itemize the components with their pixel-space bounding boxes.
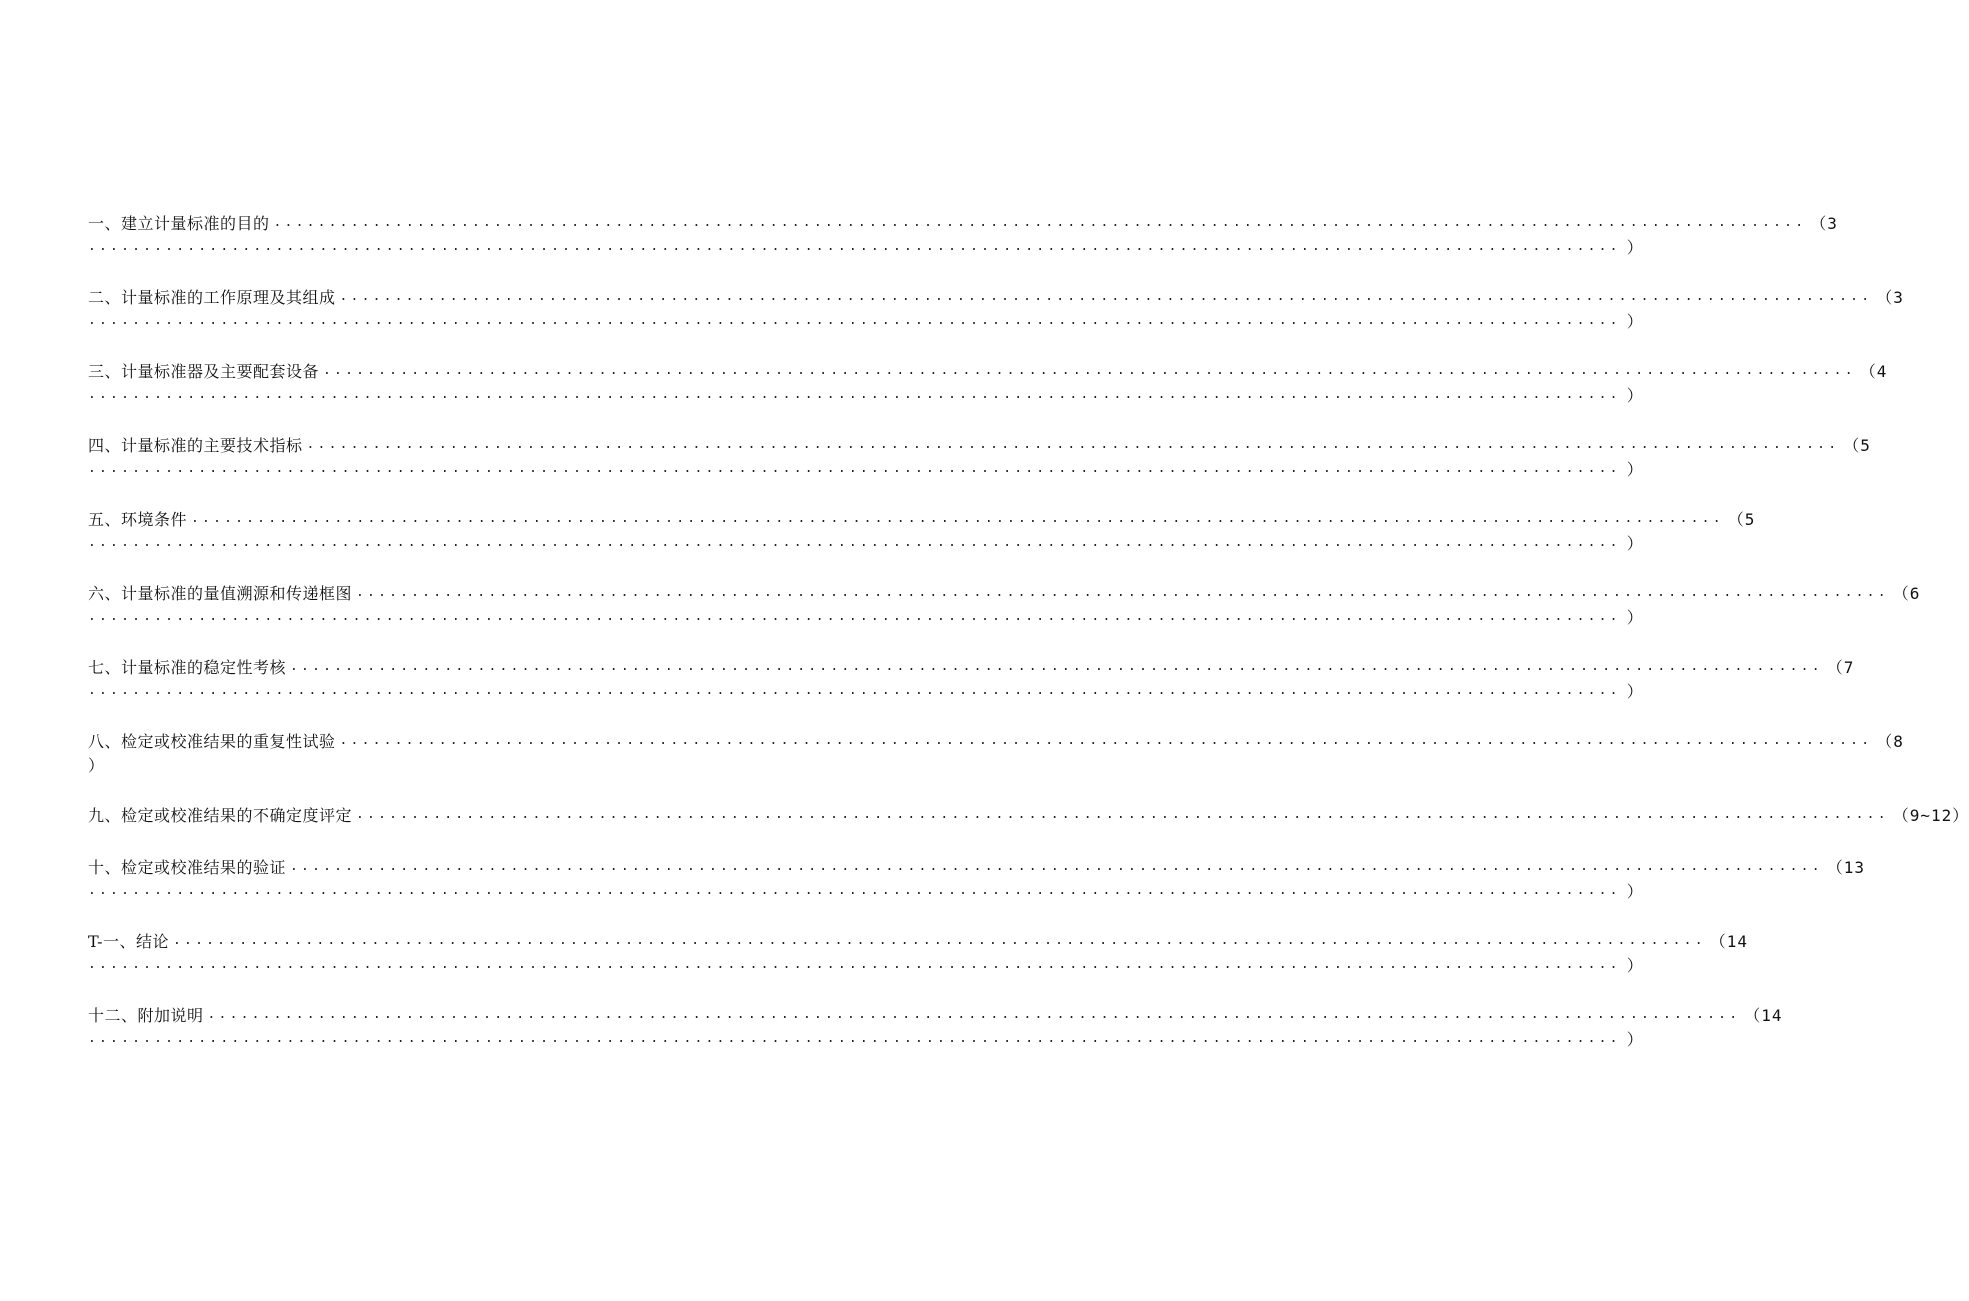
toc-entry-page: （3 (1876, 287, 1904, 307)
table-of-contents (88, 208, 1969, 1074)
toc-dot-leader: ........................................................................................................................................... (173, 932, 1706, 948)
toc-dot-leader: ........................................................................................................................................... (273, 214, 1807, 230)
toc-entry-page-close: ） (1626, 955, 1643, 975)
toc-dot-leader: ........................................................................................................................................... (339, 288, 1873, 304)
toc-dot-leader: ........................................................................................................................................... (88, 238, 1621, 254)
toc-entry-page-close: ） (1626, 459, 1643, 479)
toc-entry[interactable] (88, 208, 1838, 282)
toc-entry-title: 七、计量标准的稳定性考核 (88, 657, 287, 677)
toc-entry[interactable] (88, 800, 1969, 852)
toc-entry-page: （13 (1826, 857, 1866, 877)
toc-entry-page-close: ） (1626, 311, 1643, 331)
toc-entry-page-close: ） (88, 755, 105, 775)
toc-dot-leader: ........................................................................................................................................... (88, 534, 1621, 550)
toc-entry[interactable] (88, 652, 1855, 726)
toc-dot-leader: ........................................................................................................................................... (88, 608, 1621, 624)
toc-entry-page: （9~12） (1892, 805, 1969, 825)
toc-dot-leader: ........................................................................................................................................... (88, 386, 1621, 402)
toc-entry[interactable] (88, 356, 1888, 430)
toc-dot-leader: ........................................................................................................................................... (290, 858, 1823, 874)
toc-entry-page-close: ） (1626, 681, 1643, 701)
toc-entry-page-close: ） (1626, 881, 1643, 901)
toc-entry[interactable] (88, 282, 1904, 356)
toc-entry-page: （5 (1843, 435, 1871, 455)
toc-entry-page-close: ） (1626, 1029, 1643, 1049)
toc-entry-page: （4 (1859, 361, 1888, 381)
toc-dot-leader: ........................................................................................................................................... (306, 436, 1840, 452)
toc-entry-title: 十二、附加说明 (88, 1005, 204, 1025)
toc-entry-page: （7 (1826, 657, 1855, 677)
toc-entry-page: （6 (1892, 583, 1921, 603)
toc-entry-page: （8 (1876, 731, 1904, 751)
toc-entry-title: 六、计量标准的量值溯源和传递框图 (88, 583, 353, 603)
toc-dot-leader: ........................................................................................................................................... (323, 362, 1856, 378)
toc-dot-leader: ........................................................................................................................................... (356, 584, 1889, 600)
toc-entry-page-close: ） (1626, 607, 1643, 627)
toc-entry[interactable] (88, 1000, 1783, 1074)
toc-entry[interactable] (88, 504, 1756, 578)
toc-entry-title: T-一、结论 (88, 931, 170, 951)
toc-dot-leader: ........................................................................................................................................... (88, 312, 1621, 328)
toc-dot-leader: ........................................................................................................................................... (207, 1006, 1741, 1022)
toc-entry-page-close: ） (1626, 237, 1643, 257)
toc-dot-leader: ........................................................................................................................................... (88, 460, 1621, 476)
toc-entry-title: 三、计量标准器及主要配套设备 (88, 361, 320, 381)
toc-entry[interactable] (88, 726, 1904, 800)
toc-entry-title: 五、环境条件 (88, 509, 188, 529)
toc-dot-leader: ........................................................................................................................................... (356, 806, 1889, 822)
toc-entry-page: （14 (1744, 1005, 1783, 1025)
toc-entry-page: （3 (1810, 213, 1838, 233)
toc-dot-leader: ........................................................................................................................................... (88, 956, 1621, 972)
toc-entry[interactable] (88, 852, 1866, 926)
toc-entry[interactable] (88, 578, 1921, 652)
toc-entry-page: （14 (1709, 931, 1749, 951)
toc-dot-leader: ........................................................................................................................................... (88, 1030, 1621, 1046)
toc-dot-leader: ........................................................................................................................................... (88, 882, 1621, 898)
toc-entry-title: 四、计量标准的主要技术指标 (88, 435, 303, 455)
toc-entry-title: 九、检定或校准结果的不确定度评定 (88, 805, 353, 825)
toc-entry-title: 二、计量标准的工作原理及其组成 (88, 287, 336, 307)
toc-dot-leader: ........................................................................................................................................... (191, 510, 1724, 526)
toc-entry-page: （5 (1727, 509, 1756, 529)
toc-dot-leader: ........................................................................................................................................... (339, 732, 1873, 748)
toc-entry[interactable] (88, 926, 1749, 1000)
toc-dot-leader: ........................................................................................................................................... (88, 682, 1621, 698)
toc-entry-title: 十、检定或校准结果的验证 (88, 857, 287, 877)
toc-entry-page-close: ） (1626, 533, 1643, 553)
toc-entry-title: 一、建立计量标准的目的 (88, 213, 270, 233)
toc-entry-page-close: ） (1626, 385, 1643, 405)
toc-entry[interactable] (88, 430, 1871, 504)
toc-dot-leader: ........................................................................................................................................... (290, 658, 1823, 674)
toc-entry-title: 八、检定或校准结果的重复性试验 (88, 731, 336, 751)
